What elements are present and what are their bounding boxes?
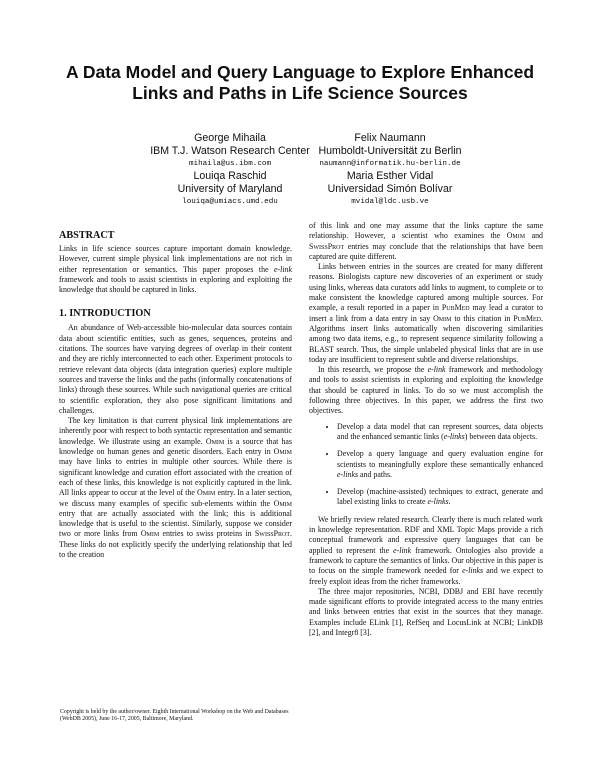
intro-paragraph-2: The key limitation is that current physical link implementations are inherently poor with respect to both syntactic representation and semantic knowledge. We illustrate using an example. Omim is a source that has knowledge on human genes and genetic disorders. Each entry in Omim may have links to entries in multiple other sources. While there is significant knowledge and curation effort associated with the creation of each of these links, this knowledge is not explicitly captured in the link. All links appear to occur at the level of the Omim entry. In a later section, we discuss many examples of specific sub-elements within the Omim entry that are actually associated with the link; this is additional knowledge that is useful to the scientist. Similarly, suppose we consider two or more links from Omim entries to swiss proteins in SwissProt. These links do not explicitly specify the underlying relationship that led to the creation (59, 416, 292, 560)
title-line-2: Links and Paths in Life Science Sources (132, 83, 468, 103)
author-email: mvidal@ldc.usb.ve (351, 198, 429, 206)
author-affiliation: Universidad Simón Bolívar (327, 183, 453, 195)
title-line-1: A Data Model and Query Language to Explore Enhanced (65, 62, 535, 82)
right-paragraph-2: Links between entries in the sources are created for many different reasons. Biologists capture new discoveries of an experiment or study using links, whereas data curators add links to augment, to complete or to make consistent the knowledge captured among multiple sources. For example, a result reported in a paper in PubMed may lead a curator to insert a link from a data entry in say Omim to this citation in PubMed. Algorithms insert links automatically when discovering similarities among two data items, e.g., to represent sequence similarity following a BLAST search. Thus, the simple unlabeled physical links that are in use today are insufficient to represent subtle and diverse relationships. (309, 262, 543, 364)
right-paragraph-5: The three major repositories, NCBI, DDBJ and EBI have recently made significant efforts to provide integrated access to the many entries and links between entries that exist in the sources that they manage. Examples include ELink [1], RefSeq and LocusLink at NCBI; LinkDB [2], and Integr8 [3]. (309, 586, 543, 637)
author-name: Felix Naumann (354, 132, 426, 144)
paper-title (40, 62, 560, 104)
right-paragraph-3: In this research, we propose the e-link framework and methodology and tools to assist scientists in exploring and exploiting the knowledge that should be captured in links. To do so we must accomplish the following three objectives. In this paper, we address the first two objectives. (309, 365, 543, 416)
author-name: George Mihaila (194, 132, 266, 144)
objectives-list (309, 422, 543, 508)
author-block (290, 132, 490, 170)
abstract-heading: ABSTRACT (59, 230, 115, 241)
author-email: mihaila@us.ibm.com (188, 160, 272, 168)
author-email: naumann@informatik.hu-berlin.de (319, 160, 461, 168)
section-heading-introduction: 1. INTRODUCTION (59, 308, 151, 320)
left-column (59, 229, 292, 560)
list-item: • Develop a query language and query evaluation engine for scientists to meaningfully explore these semantically enhanced e-links and paths. (337, 449, 543, 480)
right-paragraph-1: of this link and one may assume that the links capture the same relationship. However, a scientist who examines the Omim and SwissProt entries may conclude that the relationships that have been captured are quite different. (309, 221, 543, 261)
list-item: • Develop (machine-assisted) techniques to extract, generate and label existing links to create e-links. (337, 487, 543, 508)
intro-paragraph-1: An abundance of Web-accessible bio-molecular data sources contain data about scientific entities, such as genes, sequences, proteins and citations. The sources have varying degrees of overlap in their content and they are richly interconnected to each other. Experiment protocols to retrieve relevant data objects (data integration queries) explore multiple sources and traverse the links and the paths (informally concatenations of links) through these sources. While such navigational queries are critical to scientific exploration, they also pose significant limitations and challenges. (59, 323, 292, 415)
right-column (309, 221, 543, 638)
copyright-notice: Copyright is held by the author/owner. Eighth International Workshop on the Web and Databases (WebDB 2005), June 16-17, 2005, Baltimore, Maryland. (60, 709, 289, 723)
abstract-text: Links in life science sources capture important domain knowledge. However, current simple physical link implementations are not rich in either representation or semantics. This paper proposes the e-link framework and tools to assist scientists in exploring and exploiting the knowledge that should be captured in links. (59, 244, 292, 295)
author-affiliation: University of Maryland (177, 183, 283, 195)
author-affiliation: Humboldt-Universität zu Berlin (318, 145, 462, 157)
author-email: louiqa@umiacs.umd.edu (182, 198, 278, 206)
author-affiliation: IBM T.J. Watson Research Center (150, 145, 310, 157)
right-paragraph-4: We briefly review related research. Clearly there is much related work in knowledge representation. RDF and XML Topic Maps provide a rich conceptual framework and expressive query languages that can be applied to represent the e-link framework. Ontologies also provide a framework to capture the semantics of links. Our objective in this paper is to focus on the simple framework needed for e-links and we expect to freely exploit ideas from the richer frameworks. (309, 514, 543, 586)
author-name: Maria Esther Vidal (346, 170, 434, 182)
author-name: Louiqa Raschid (193, 170, 267, 182)
author-block (290, 170, 490, 208)
list-item: • Develop a data model that can represent sources, data objects and the enhanced semantic links (e-links) between data objects. (337, 422, 543, 443)
